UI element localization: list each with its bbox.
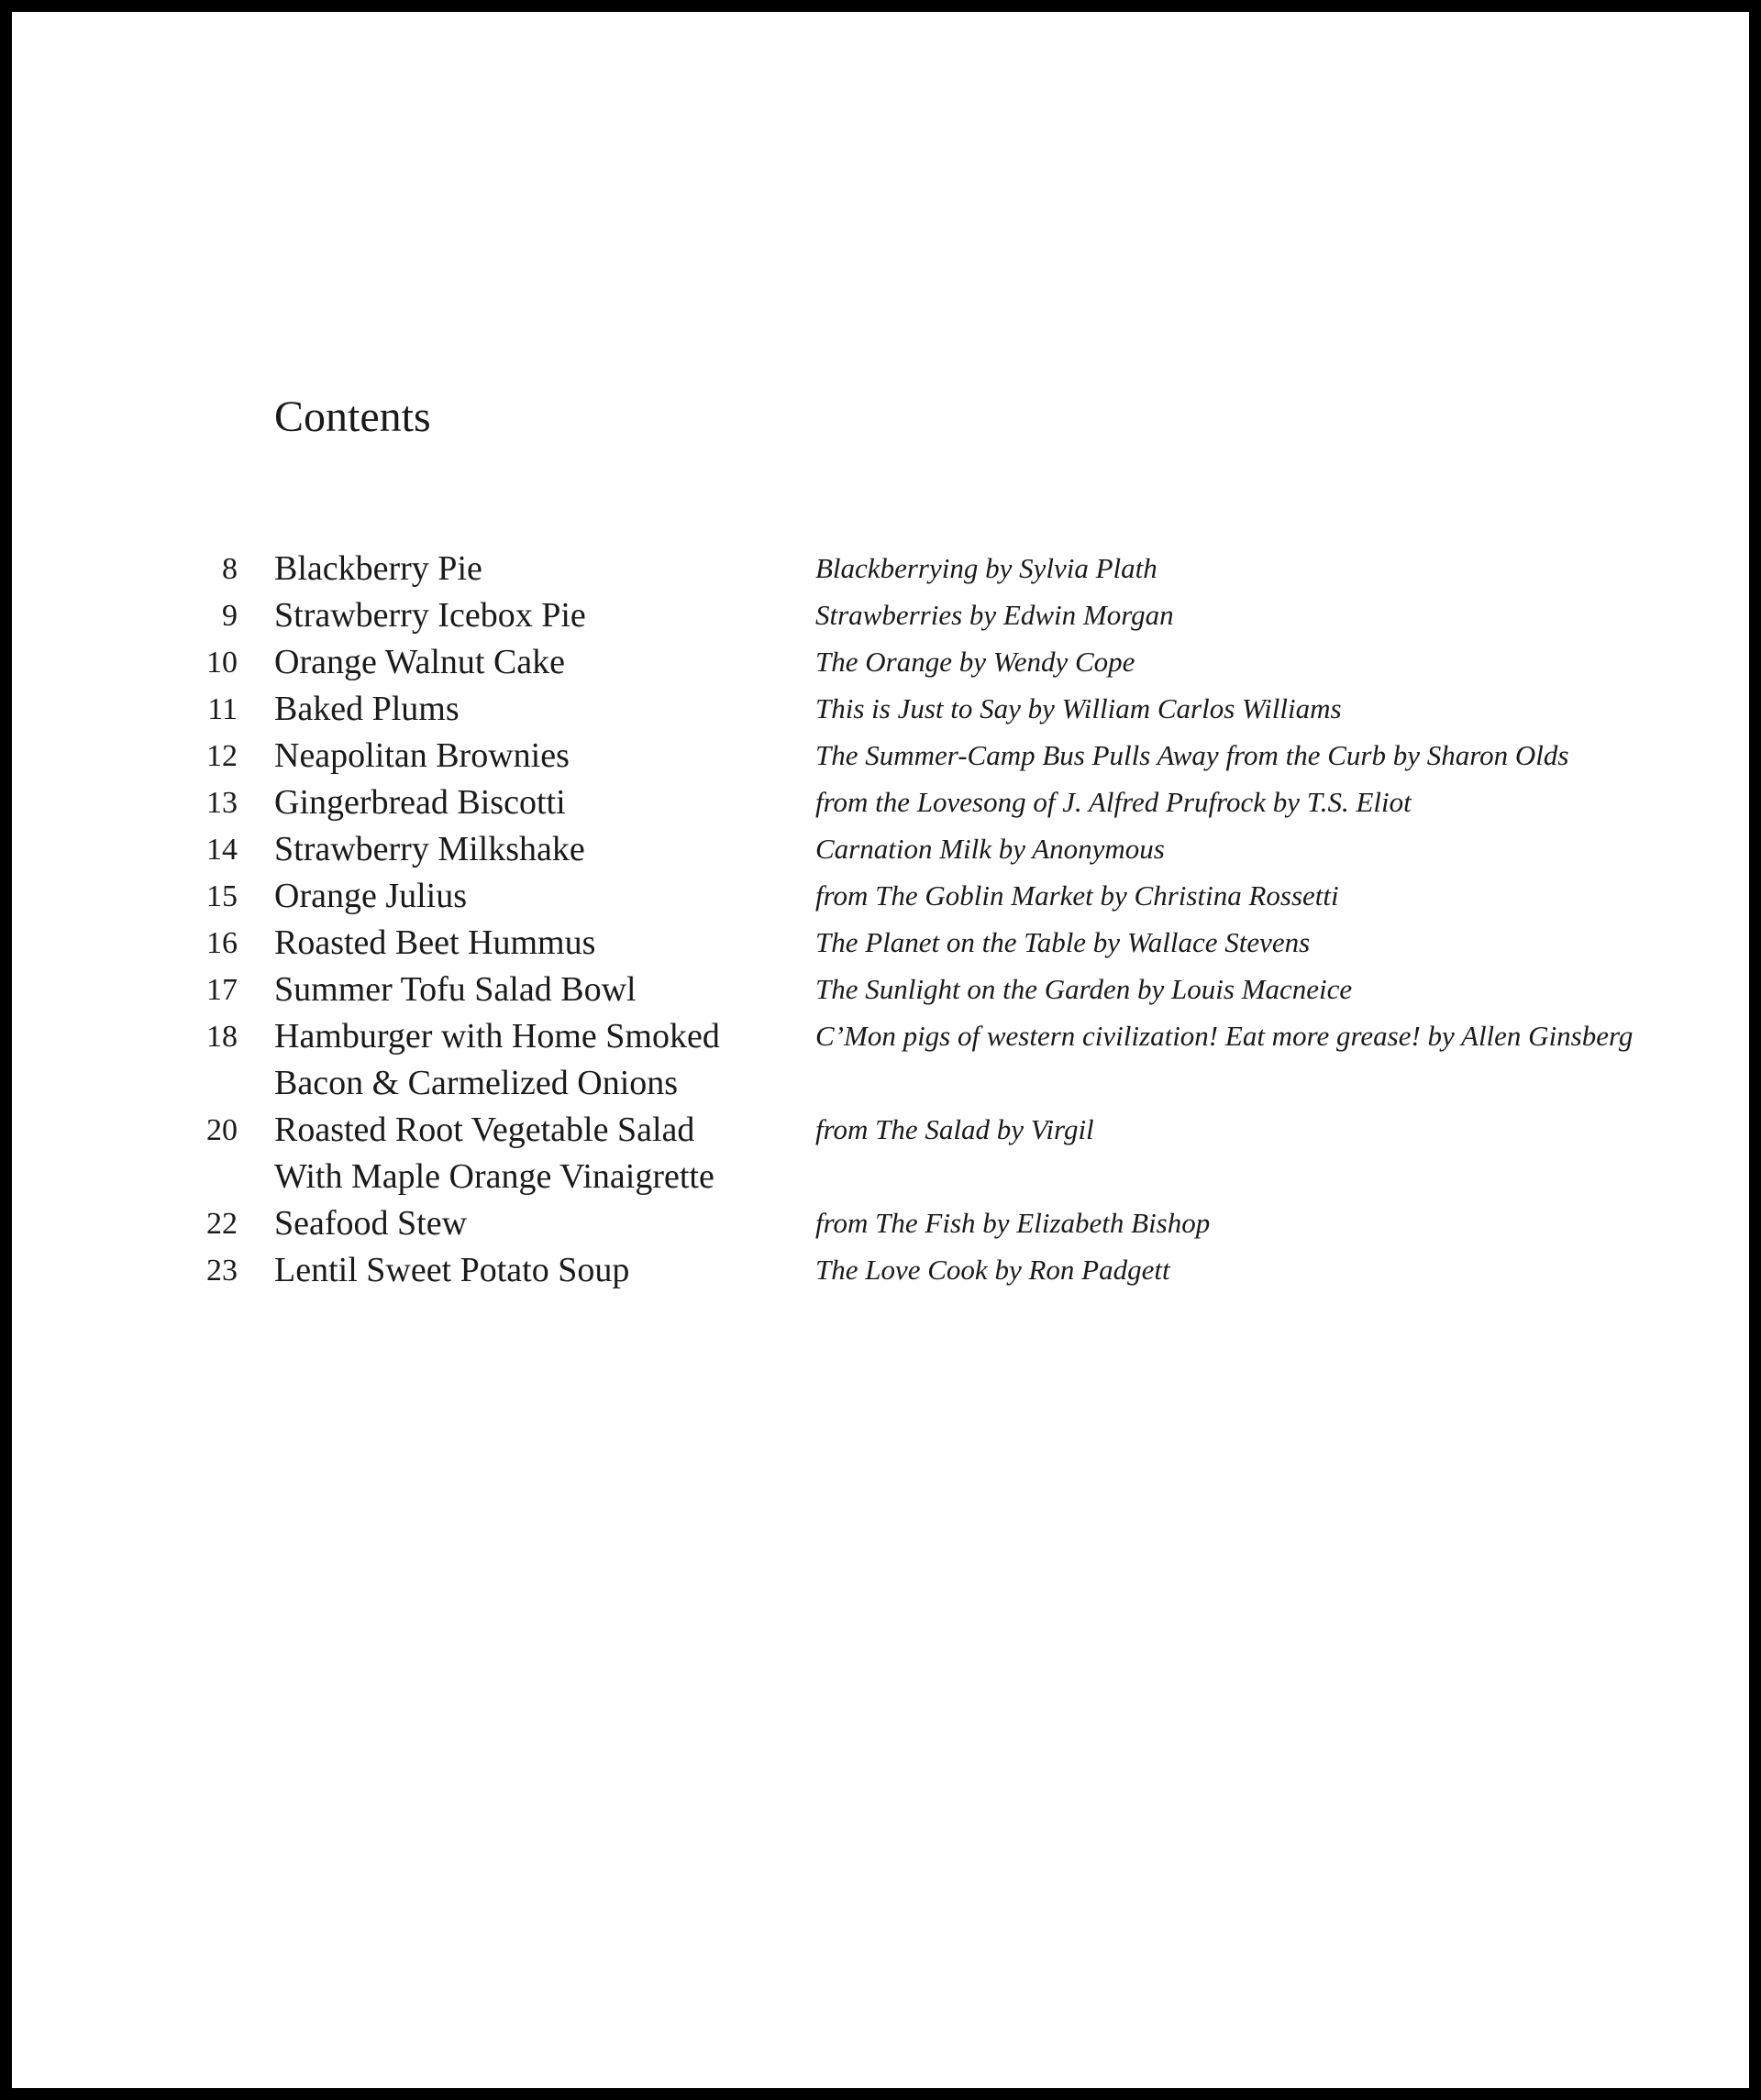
poem-credit: Carnation Milk by Anonymous <box>815 833 1165 865</box>
recipe-title-line: Neapolitan Brownies <box>274 736 570 775</box>
toc-entry <box>150 686 1672 733</box>
page-number: 9 <box>222 599 238 633</box>
poem-credit: The Planet on the Table by Wallace Stevens <box>815 926 1311 958</box>
recipe-title-line: Blackberry Pie <box>274 549 482 588</box>
toc-entry <box>150 1107 1672 1200</box>
poem-credit: Blackberrying by Sylvia Plath <box>815 552 1157 584</box>
recipe-title <box>274 546 797 592</box>
poem-credit: from The Fish by Elizabeth Bishop <box>815 1207 1211 1239</box>
toc-entry <box>150 733 1672 779</box>
recipe-title-line: Baked Plums <box>274 690 460 728</box>
recipe-title-line: Hamburger with Home Smoked <box>274 1017 720 1056</box>
recipe-title-line: With Maple Orange Vinaigrette <box>274 1157 714 1196</box>
page-number: 13 <box>206 786 238 820</box>
page-number: 20 <box>206 1113 238 1147</box>
recipe-title <box>274 686 797 733</box>
toc-entry <box>150 967 1672 1013</box>
recipe-title <box>274 826 797 873</box>
recipe-title-line: Seafood Stew <box>274 1204 468 1243</box>
poem-credit: from the Lovesong of J. Alfred Prufrock by T.S. Eliot <box>815 786 1412 818</box>
toc-entry <box>150 826 1672 873</box>
poem-credit: Strawberries by Edwin Morgan <box>815 599 1174 631</box>
recipe-title-line: Orange Walnut Cake <box>274 643 566 681</box>
recipe-title-line: Strawberry Icebox Pie <box>274 596 586 635</box>
toc-entry <box>150 920 1672 967</box>
recipe-title-line: Roasted Root Vegetable Salad <box>274 1111 695 1149</box>
recipe-title <box>274 639 797 686</box>
recipe-title <box>274 1013 797 1107</box>
recipe-title <box>274 920 797 967</box>
recipe-title-line: Lentil Sweet Potato Soup <box>274 1251 630 1289</box>
page-number: 23 <box>206 1254 238 1288</box>
recipe-title-line: Strawberry Milkshake <box>274 830 585 868</box>
recipe-title <box>274 779 797 826</box>
page-number: 15 <box>206 879 238 913</box>
toc-entry <box>150 546 1672 592</box>
recipe-title <box>274 592 797 639</box>
table-of-contents <box>150 546 1672 1294</box>
recipe-title-line: Gingerbread Biscotti <box>274 783 566 822</box>
page-number: 11 <box>207 692 238 726</box>
toc-entry <box>150 1013 1672 1107</box>
poem-credit: The Orange by Wendy Cope <box>815 646 1135 678</box>
page-number: 17 <box>206 973 238 1007</box>
poem-credit: The Sunlight on the Garden by Louis Macneice <box>815 973 1353 1005</box>
page-number: 8 <box>222 552 238 586</box>
page-number: 10 <box>206 646 238 680</box>
recipe-title <box>274 1200 797 1247</box>
recipe-title-line: Summer Tofu Salad Bowl <box>274 970 637 1009</box>
poem-credit: The Love Cook by Ron Padgett <box>815 1254 1170 1286</box>
recipe-title-line: Orange Julius <box>274 877 468 915</box>
recipe-title <box>274 733 797 779</box>
recipe-title-line: Bacon & Carmelized Onions <box>274 1064 679 1102</box>
page-number: 16 <box>206 926 238 960</box>
toc-entry <box>150 592 1672 639</box>
recipe-title <box>274 873 797 920</box>
recipe-title <box>274 1247 797 1294</box>
poem-credit: from The Salad by Virgil <box>815 1113 1094 1145</box>
poem-credit: The Summer-Camp Bus Pulls Away from the Curb by Sharon Olds <box>815 739 1569 771</box>
page-number: 14 <box>206 833 238 867</box>
recipe-title <box>274 967 797 1013</box>
poem-credit: C’Mon pigs of western civilization! Eat more grease! by Allen Ginsberg <box>815 1020 1634 1052</box>
poem-credit: This is Just to Say by William Carlos Williams <box>815 692 1342 724</box>
toc-entry <box>150 873 1672 920</box>
recipe-title-line: Roasted Beet Hummus <box>274 923 596 962</box>
poem-credit: from The Goblin Market by Christina Rossetti <box>815 879 1339 912</box>
toc-entry <box>150 1200 1672 1247</box>
page-number: 12 <box>206 739 238 773</box>
toc-entry <box>150 779 1672 826</box>
toc-entry <box>150 1247 1672 1294</box>
page-title: Contents <box>274 392 431 441</box>
page-number: 22 <box>206 1207 238 1241</box>
recipe-title <box>274 1107 797 1200</box>
page-number: 18 <box>206 1020 238 1054</box>
toc-entry <box>150 639 1672 686</box>
